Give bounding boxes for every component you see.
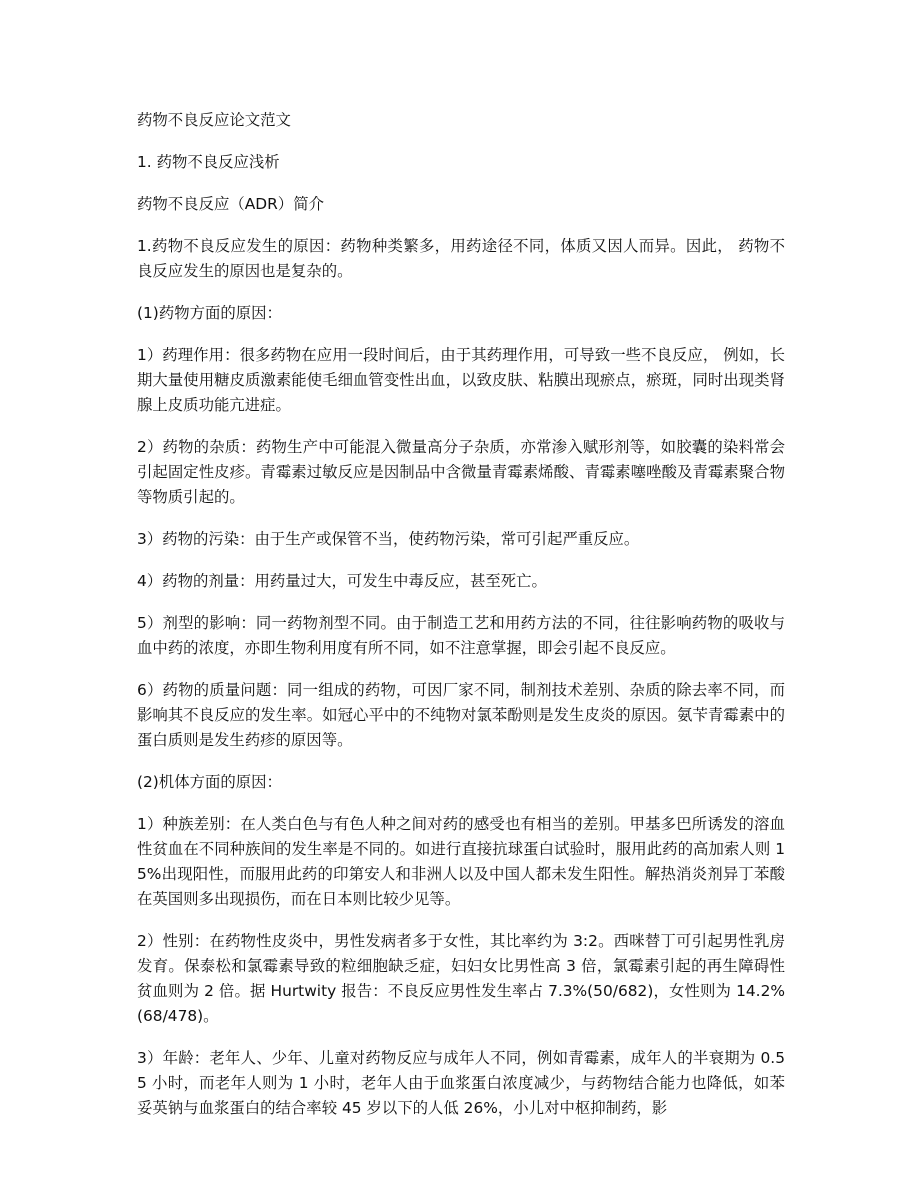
paragraph: 1）种族差别：在人类白色与有色人种之间对药的感受也有相当的差别。甲基多巴所诱发的溶血性贫血在不同种族间的发生率是不同的。如进行直接抗球蛋白试验时，服用此药的高加索人则 15%出现阳性，而服用此药的印第安人和非洲人以及中国人都未发生阳性。解热消炎剂异丁苯酸在英国则多出现损伤，而在日本则比较少见等。 [137,815,785,908]
paragraph: 3）年龄：老年人、少年、儿童对药物反应与成年人不同，例如青霉素，成年人的半衰期为 0.55 小时，而老年人则为 1 小时，老年人由于血浆蛋白浓度减少，与药物结合能力也降低，如苯妥英钠与血浆蛋白的结合率较 45 岁以下的人低 26%，小儿对中枢抑制药，影 [137,1049,785,1117]
document-body [137,108,785,1138]
paragraph: 2）药物的杂质：药物生产中可能混入微量高分子杂质，亦常渗入赋形剂等，如胶囊的染料常会引起固定性皮疹。青霉素过敏反应是因制品中含微量青霉素烯酸、青霉素噻唑酸及青霉素聚合物等物质引起的。 [137,438,785,506]
paragraph: (2)机体方面的原因： [137,773,282,791]
paragraph: 1.药物不良反应发生的原因：药物种类繁多，用药途径不同，体质又因人而异。因此， 药物不良反应发生的原因也是复杂的。 [137,237,785,280]
paragraph: 3）药物的污染：由于生产或保管不当，使药物污染，常可引起严重反应。 [137,530,640,548]
document-title: 药物不良反应论文范文 [137,111,291,129]
paragraph: 1）药理作用：很多药物在应用一段时间后，由于其药理作用，可导致一些不良反应， 例如，长期大量使用糖皮质激素能使毛细血管变性出血，以致皮肤、粘膜出现瘀点，瘀斑，同时出现类肾腺上皮质功能亢进症。 [137,346,785,414]
paragraph: 6）药物的质量问题：同一组成的药物，可因厂家不同，制剂技术差别、杂质的除去率不同，而影响其不良反应的发生率。如冠心平中的不纯物对氯苯酚则是发生皮炎的原因。氨苄青霉素中的蛋白质则是发生药疹的原因等。 [137,681,785,749]
subsection-heading: 药物不良反应（ADR）简介 [137,195,324,213]
paragraph: 4）药物的剂量：用药量过大，可发生中毒反应，甚至死亡。 [137,572,547,590]
paragraph: 2）性别：在药物性皮炎中，男性发病者多于女性，其比率约为 3:2。西咪替丁可引起男性乳房发育。保泰松和氯霉素导致的粒细胞缺乏症，妇妇女比男性高 3 倍，氯霉素引起的再生障碍性贫血则为 2 倍。据 Hurtwity 报告：不良反应男性发生率占 7.3%(50/682)，女性则为 14.2%(68/478)。 [137,932,785,1025]
paragraph: 5）剂型的影响：同一药物剂型不同。由于制造工艺和用药方法的不同，往往影响药物的吸收与血中药的浓度，亦即生物利用度有所不同，如不注意掌握，即会引起不良反应。 [137,614,785,657]
section-heading: 1. 药物不良反应浅析 [137,153,280,171]
paragraph: (1)药物方面的原因： [137,304,282,322]
